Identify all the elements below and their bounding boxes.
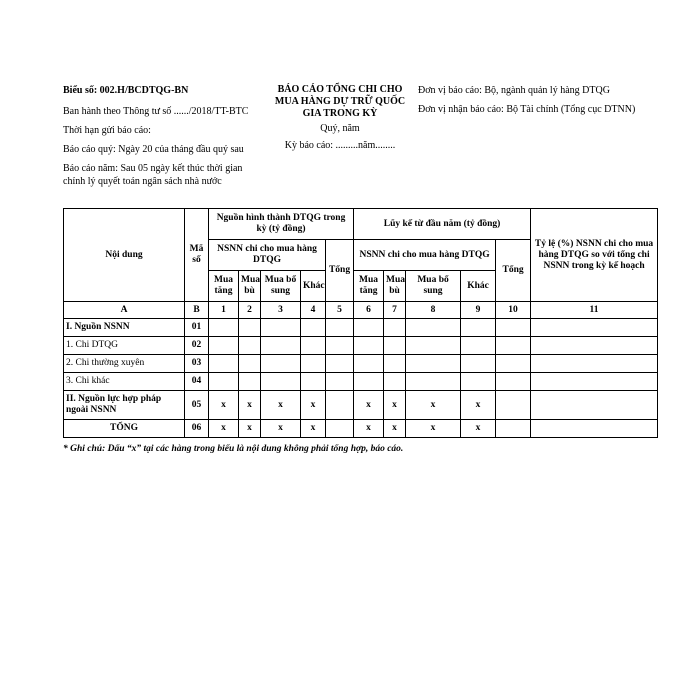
table-cell: x [301, 420, 326, 438]
table-cell: x [261, 420, 301, 438]
table-cell [461, 337, 496, 355]
form-id: Biểu số: 002.H/BCDTQG-BN [63, 85, 189, 96]
column-index: 6 [354, 302, 384, 319]
column-index: 3 [261, 302, 301, 319]
row-code: 04 [185, 373, 209, 391]
table-cell [326, 373, 354, 391]
table-cell [209, 319, 239, 337]
table-cell [354, 337, 384, 355]
table-row [64, 420, 658, 438]
table-cell [496, 319, 531, 337]
table-cell [406, 355, 461, 373]
table-cell: x [461, 420, 496, 438]
header-nsnn-sources: NSNN chi cho mua hàng DTQG [209, 240, 326, 271]
table-cell [261, 337, 301, 355]
row-code: 02 [185, 337, 209, 355]
column-index: 4 [301, 302, 326, 319]
header-content: Nội dung [64, 209, 185, 302]
row-label: II. Nguồn lực hợp pháp ngoài NSNN [64, 391, 185, 420]
row-code: 06 [185, 420, 209, 438]
table-cell: x [354, 391, 384, 420]
table-cell: x [239, 420, 261, 438]
table-cell: x [209, 391, 239, 420]
column-index: 11 [531, 302, 658, 319]
table-cell [406, 337, 461, 355]
table-cell [384, 337, 406, 355]
header-other: Khác [301, 271, 326, 302]
table-cell [326, 391, 354, 420]
header-left [63, 84, 263, 194]
row-label: 1. Chi DTQG [64, 337, 185, 355]
reporting-unit: Đơn vị báo cáo: Bộ, ngành quản lý hàng DTQG [418, 85, 610, 96]
table-cell [496, 373, 531, 391]
column-index: 8 [406, 302, 461, 319]
table-cell [384, 319, 406, 337]
table-cell: x [354, 420, 384, 438]
header-buy-supplement: Mua bổ sung [261, 271, 301, 302]
header-ratio: Tỷ lệ (%) NSNN chi cho mua hàng DTQG so với tổng chi NSNN trong kỳ kế hoạch [531, 209, 658, 302]
column-index: 5 [326, 302, 354, 319]
header-buy-compensate: Mua bù [239, 271, 261, 302]
header-sources-group: Nguồn hình thành DTQG trong kỳ (tỷ đồng) [209, 209, 354, 240]
table-row [64, 319, 658, 337]
table-cell [496, 337, 531, 355]
report-table [63, 208, 658, 438]
column-index: 10 [496, 302, 531, 319]
table-cell: x [384, 391, 406, 420]
table-row [64, 391, 658, 420]
header-total-cumulative: Tổng [496, 240, 531, 302]
row-label: I. Nguồn NSNN [64, 319, 185, 337]
table-cell [326, 319, 354, 337]
header-center [266, 84, 414, 152]
header-right [418, 84, 658, 122]
header-buy-increase: Mua tăng [354, 271, 384, 302]
table-cell [461, 355, 496, 373]
row-code: 05 [185, 391, 209, 420]
table-cell [209, 373, 239, 391]
table-cell [496, 420, 531, 438]
table-cell [531, 391, 658, 420]
table-cell [531, 319, 658, 337]
table-cell [239, 337, 261, 355]
header-nsnn-cumulative: NSNN chi cho mua hàng DTQG [354, 240, 496, 271]
table-cell: x [406, 420, 461, 438]
report-period: Kỳ báo cáo: .........năm........ [284, 140, 396, 151]
table-row [64, 355, 658, 373]
table-cell [354, 355, 384, 373]
receiving-unit: Đơn vị nhận báo cáo: Bộ Tài chính (Tổng cục DTNN) [418, 104, 636, 115]
header-code: Mã số [185, 209, 209, 302]
table-cell: x [301, 391, 326, 420]
table-cell: x [384, 420, 406, 438]
table-cell: x [261, 391, 301, 420]
table-cell [531, 355, 658, 373]
table-cell [531, 420, 658, 438]
table-cell [326, 337, 354, 355]
row-code: 01 [185, 319, 209, 337]
column-index: B [185, 302, 209, 319]
table-cell [239, 373, 261, 391]
row-label: 3. Chi khác [64, 373, 185, 391]
deadline-label: Thời hạn gửi báo cáo: [63, 125, 151, 136]
table-cell [209, 355, 239, 373]
column-index: A [64, 302, 185, 319]
report-title: BÁO CÁO TỔNG CHI CHO MUA HÀNG DỰ TRỮ QUỐC GIA TRONG KỲ [274, 84, 406, 119]
table-cell: x [209, 420, 239, 438]
annual-deadline: Báo cáo năm: Sau 05 ngày kết thúc thời gian chỉnh lý quyết toán ngân sách nhà nước [63, 163, 243, 187]
table-cell [326, 355, 354, 373]
issued-by: Ban hành theo Thông tư số ....../2018/TT-BTC [63, 106, 249, 117]
table-cell: x [461, 391, 496, 420]
row-code: 03 [185, 355, 209, 373]
table-cell [354, 319, 384, 337]
table-cell [209, 337, 239, 355]
header-other: Khác [461, 271, 496, 302]
column-index: 1 [209, 302, 239, 319]
table-cell [239, 355, 261, 373]
header-buy-supplement: Mua bổ sung [406, 271, 461, 302]
table-cell [384, 373, 406, 391]
column-index: 7 [384, 302, 406, 319]
table-cell [461, 373, 496, 391]
table-cell [239, 319, 261, 337]
table-cell [531, 337, 658, 355]
table-cell [354, 373, 384, 391]
table-cell [261, 319, 301, 337]
table-row [64, 337, 658, 355]
table-cell [496, 391, 531, 420]
table-row [64, 373, 658, 391]
column-index: 9 [461, 302, 496, 319]
footnote: * Ghi chú: Dấu “x” tại các hàng trong biểu là nội dung không phải tổng hợp, báo cáo. [63, 444, 404, 454]
table-cell [261, 355, 301, 373]
column-index: 2 [239, 302, 261, 319]
row-label: 2. Chi thường xuyên [64, 355, 185, 373]
quarterly-deadline: Báo cáo quý: Ngày 20 của tháng đầu quý sau [63, 144, 244, 155]
header-buy-increase: Mua tăng [209, 271, 239, 302]
table-cell [301, 355, 326, 373]
table-cell [384, 355, 406, 373]
table-cell [531, 373, 658, 391]
period-type: Quý, năm [320, 123, 360, 134]
table-cell [406, 373, 461, 391]
header-total-sources: Tổng [326, 240, 354, 302]
table-cell [326, 420, 354, 438]
table-cell [301, 319, 326, 337]
table-cell [406, 319, 461, 337]
header-buy-compensate: Mua bù [384, 271, 406, 302]
index-row [64, 302, 658, 319]
table-cell [461, 319, 496, 337]
table-cell [261, 373, 301, 391]
header-cumulative-group: Lũy kế từ đầu năm (tỷ đồng) [354, 209, 531, 240]
table-cell: x [239, 391, 261, 420]
table-cell [301, 337, 326, 355]
row-label: TỔNG [64, 420, 185, 438]
table-cell: x [406, 391, 461, 420]
table-cell [496, 355, 531, 373]
table-cell [301, 373, 326, 391]
